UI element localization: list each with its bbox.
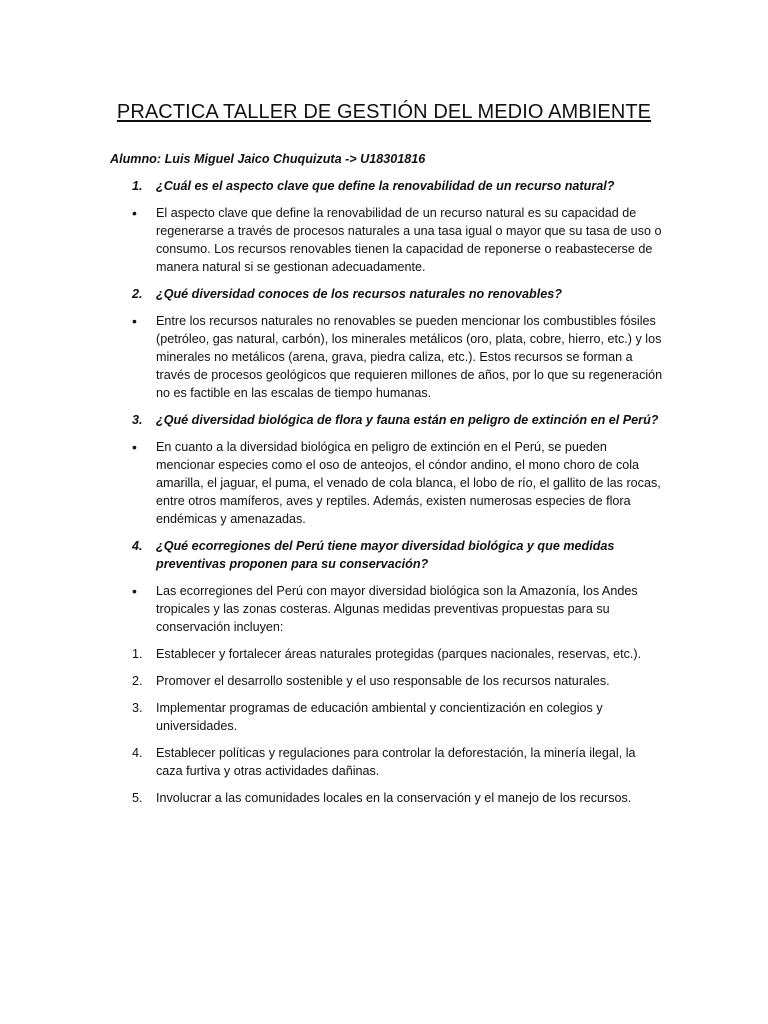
- question-2: [110, 285, 665, 303]
- measure-number: 3.: [132, 701, 143, 715]
- measure-text: Promover el desarrollo sostenible y el uso responsable de los recursos naturales.: [156, 674, 610, 688]
- measure-item-2: [110, 672, 665, 690]
- question-1: [110, 177, 665, 195]
- measure-item-1: [110, 645, 665, 663]
- measure-text: Implementar programas de educación ambiental y concientización en colegios y universidades.: [156, 701, 603, 733]
- bullet-icon: •: [132, 439, 137, 455]
- measure-number: 2.: [132, 674, 143, 688]
- document-title: PRACTICA TALLER DE GESTIÓN DEL MEDIO AMBIENTE: [116, 101, 652, 123]
- measure-text: Establecer y fortalecer áreas naturales protegidas (parques nacionales, reservas, etc.).: [156, 647, 642, 661]
- question-text: ¿Qué diversidad biológica de flora y fauna están en peligro de extinción en el Perú?: [156, 413, 659, 427]
- question-number: 4.: [132, 539, 143, 553]
- question-number: 1.: [132, 179, 143, 193]
- measure-text: Establecer políticas y regulaciones para controlar la deforestación, la minería ilegal, la caza furtiva y otras actividades dañinas.: [156, 746, 636, 778]
- measure-number: 1.: [132, 647, 143, 661]
- bullet-icon: •: [132, 205, 137, 221]
- answer-text: En cuanto a la diversidad biológica en peligro de extinción en el Perú, se pueden mencionar especies como el oso de anteojos, el cóndor andino, el mono choro de cola amarilla, el jaguar, el puma, el venado de cola blanca, el lobo de río, el gallito de las rocas, entre otros mamíferos, aves y reptiles. Además, existen numerosas especies de flora endémicas y amenazadas.: [156, 440, 661, 526]
- answer-2: [110, 312, 665, 402]
- measure-item-5: [110, 789, 665, 807]
- answer-4: [110, 582, 665, 636]
- question-text: ¿Qué ecorregiones del Perú tiene mayor diversidad biológica y que medidas preventivas proponen para su conservación?: [156, 539, 615, 571]
- measure-item-3: [110, 699, 665, 735]
- document-body: [110, 150, 665, 816]
- student-line: Alumno: Luis Miguel Jaico Chuquizuta -> U18301816: [110, 152, 426, 166]
- question-number: 2.: [132, 287, 143, 301]
- answer-1: [110, 204, 665, 276]
- measure-number: 4.: [132, 746, 143, 760]
- bullet-icon: •: [132, 583, 137, 599]
- measure-text: Involucrar a las comunidades locales en la conservación y el manejo de los recursos.: [156, 791, 632, 805]
- question-text: ¿Qué diversidad conoces de los recursos naturales no renovables?: [156, 287, 562, 301]
- answer-text: El aspecto clave que define la renovabilidad de un recurso natural es su capacidad de regenerarse a través de procesos naturales a una tasa igual o mayor que su tasa de uso o consumo. Los recursos renovables tienen la capacidad de reponerse o reabastecerse de manera natural si se gestionan adecuadamente.: [156, 206, 662, 274]
- question-4: [110, 537, 665, 573]
- answer-3: [110, 438, 665, 528]
- measure-item-4: [110, 744, 665, 780]
- question-number: 3.: [132, 413, 143, 427]
- answer-text: Entre los recursos naturales no renovables se pueden mencionar los combustibles fósiles (petróleo, gas natural, carbón), los minerales metálicos (oro, plata, cobre, hierro, etc.) y los minerales no metálicos (arena, grava, piedra caliza, etc.). Estos recursos se forman a través de procesos geológicos que requieren millones de años, por lo que su regeneración no es factible en las escalas de tiempo humanas.: [156, 314, 663, 400]
- bullet-icon: •: [132, 313, 137, 329]
- question-3: [110, 411, 665, 429]
- measure-number: 5.: [132, 791, 143, 805]
- question-text: ¿Cuál es el aspecto clave que define la renovabilidad de un recurso natural?: [156, 179, 615, 193]
- answer-text: Las ecorregiones del Perú con mayor diversidad biológica son la Amazonía, los Andes tropicales y las zonas costeras. Algunas medidas preventivas propuestas para su conservación incluyen:: [156, 584, 638, 634]
